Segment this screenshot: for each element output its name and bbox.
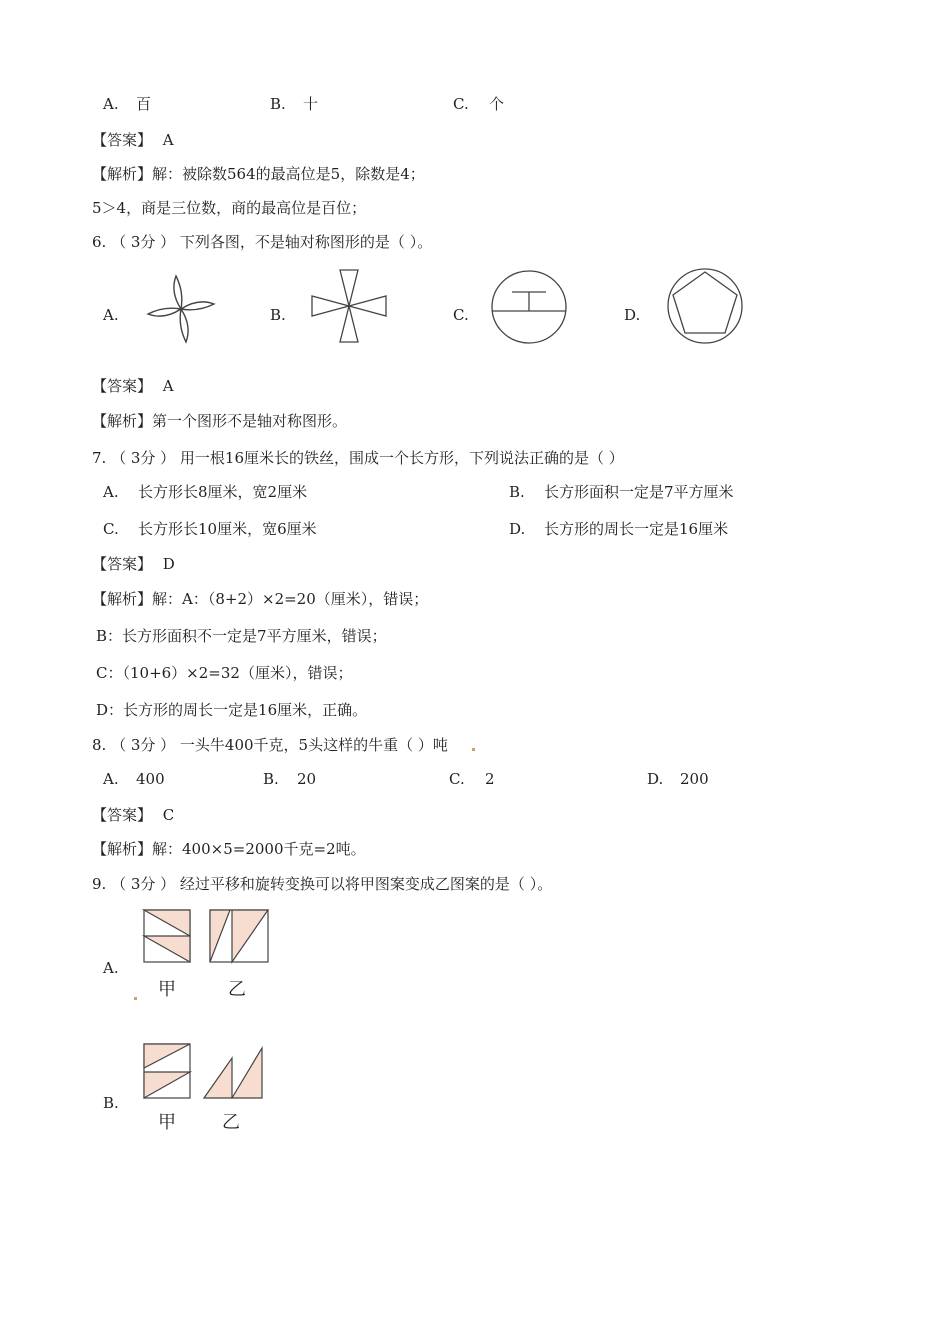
q6-option-b-label: B. [270, 306, 286, 324]
q9-b-label-yi: 乙 [222, 1112, 240, 1133]
q8-option-a-label: A. [103, 770, 119, 788]
q7-option-a-text: 长方形长8厘米，宽2厘米 [138, 483, 308, 501]
analysis-text: 解：被除数564的最高位是5，除数是4； [152, 165, 425, 183]
q5-option-c-text: 个 [489, 95, 505, 113]
q7-option-c-label: C. [103, 520, 119, 538]
answer-tag: 【答案】 [92, 131, 153, 149]
q7-analysis [92, 589, 428, 609]
answer-value: A [162, 377, 174, 395]
answer-tag: 【答案】 [92, 555, 153, 573]
q9-figure-a [140, 908, 275, 966]
q6-figure-d-pentagon [664, 266, 746, 346]
stray-mark [134, 997, 137, 1000]
q7-analysis-line-b: B：长方形面积不一定是7平方厘米，错误； [96, 627, 387, 645]
q5-analysis-line-2: 5＞4，商是三位数，商的最高位是百位； [92, 199, 367, 217]
q6-analysis [92, 411, 347, 431]
answer-value: A [162, 131, 174, 149]
q9-a-label-yi: 乙 [228, 979, 246, 1000]
analysis-tag: 【解析】 [92, 840, 153, 858]
q8-analysis [92, 839, 366, 859]
q8-option-a-text: 400 [136, 770, 165, 788]
q6-option-d-label: D. [624, 306, 641, 324]
q5-option-a-text: 百 [136, 95, 152, 113]
q5-answer [92, 130, 174, 150]
q9-stem: 9. （ 3分 ） 经过平移和旋转变换可以将甲图案变成乙图案的是（ ）。 [92, 875, 553, 893]
q8-option-d-label: D. [647, 770, 664, 788]
q7-option-b-text: 长方形面积一定是7平方厘米 [544, 483, 734, 501]
q8-stem: 8. （ 3分 ） 一头牛400千克，5头这样的牛重（ ）吨 [92, 736, 448, 754]
q7-stem: 7. （ 3分 ） 用一根16厘米长的铁丝，围成一个长方形，下列说法正确的是（ ） [92, 449, 624, 467]
q8-option-b-label: B. [263, 770, 279, 788]
q8-option-c-text: 2 [485, 770, 495, 788]
answer-tag: 【答案】 [92, 377, 153, 395]
q7-option-b-label: B. [509, 483, 525, 501]
q8-answer [92, 805, 174, 825]
q8-option-d-text: 200 [680, 770, 709, 788]
analysis-text: 解：A：（8+2）×2=20（厘米），错误； [152, 590, 429, 608]
analysis-tag: 【解析】 [92, 590, 153, 608]
q8-option-c-label: C. [449, 770, 465, 788]
q5-option-a-label: A. [103, 95, 119, 113]
q9-a-label-jia: 甲 [158, 979, 176, 1000]
q9-b-label-jia: 甲 [158, 1112, 176, 1133]
q7-option-a-label: A. [103, 483, 119, 501]
answer-tag: 【答案】 [92, 806, 153, 824]
analysis-tag: 【解析】 [92, 412, 153, 430]
q7-option-d-text: 长方形的周长一定是16厘米 [544, 520, 729, 538]
analysis-tag: 【解析】 [92, 165, 153, 183]
q8-option-b-text: 20 [297, 770, 317, 788]
q7-option-c-text: 长方形长10厘米，宽6厘米 [138, 520, 317, 538]
q6-option-a-label: A. [103, 306, 119, 324]
q9-figure-b [140, 1042, 275, 1102]
analysis-text: 解：400×5=2000千克=2吨。 [152, 840, 366, 858]
q5-option-b-label: B. [270, 95, 286, 113]
q7-analysis-line-c: C：（10+6）×2=32（厘米），错误； [96, 664, 353, 682]
q5-option-b-text: 十 [303, 95, 319, 113]
q7-option-d-label: D. [509, 520, 526, 538]
q6-figure-b-cross [308, 268, 390, 344]
q6-figure-a-pinwheel [140, 270, 222, 348]
analysis-text: 第一个图形不是轴对称图形。 [152, 412, 348, 430]
answer-value: D [162, 555, 175, 573]
q6-stem: 6. （ 3分 ） 下列各图，不是轴对称图形的是（ ）。 [92, 233, 433, 251]
q5-analysis [92, 164, 425, 184]
q5-option-c-label: C. [453, 95, 469, 113]
q6-answer [92, 376, 174, 396]
answer-value: C [162, 806, 175, 824]
q7-answer [92, 554, 175, 574]
q7-analysis-line-d: D：长方形的周长一定是16厘米，正确。 [96, 701, 368, 719]
q6-option-c-label: C. [453, 306, 469, 324]
stray-mark [472, 748, 475, 751]
q9-option-a-label: A. [103, 959, 119, 977]
q6-figure-c-circle [488, 268, 570, 346]
q9-option-b-label: B. [103, 1094, 119, 1112]
